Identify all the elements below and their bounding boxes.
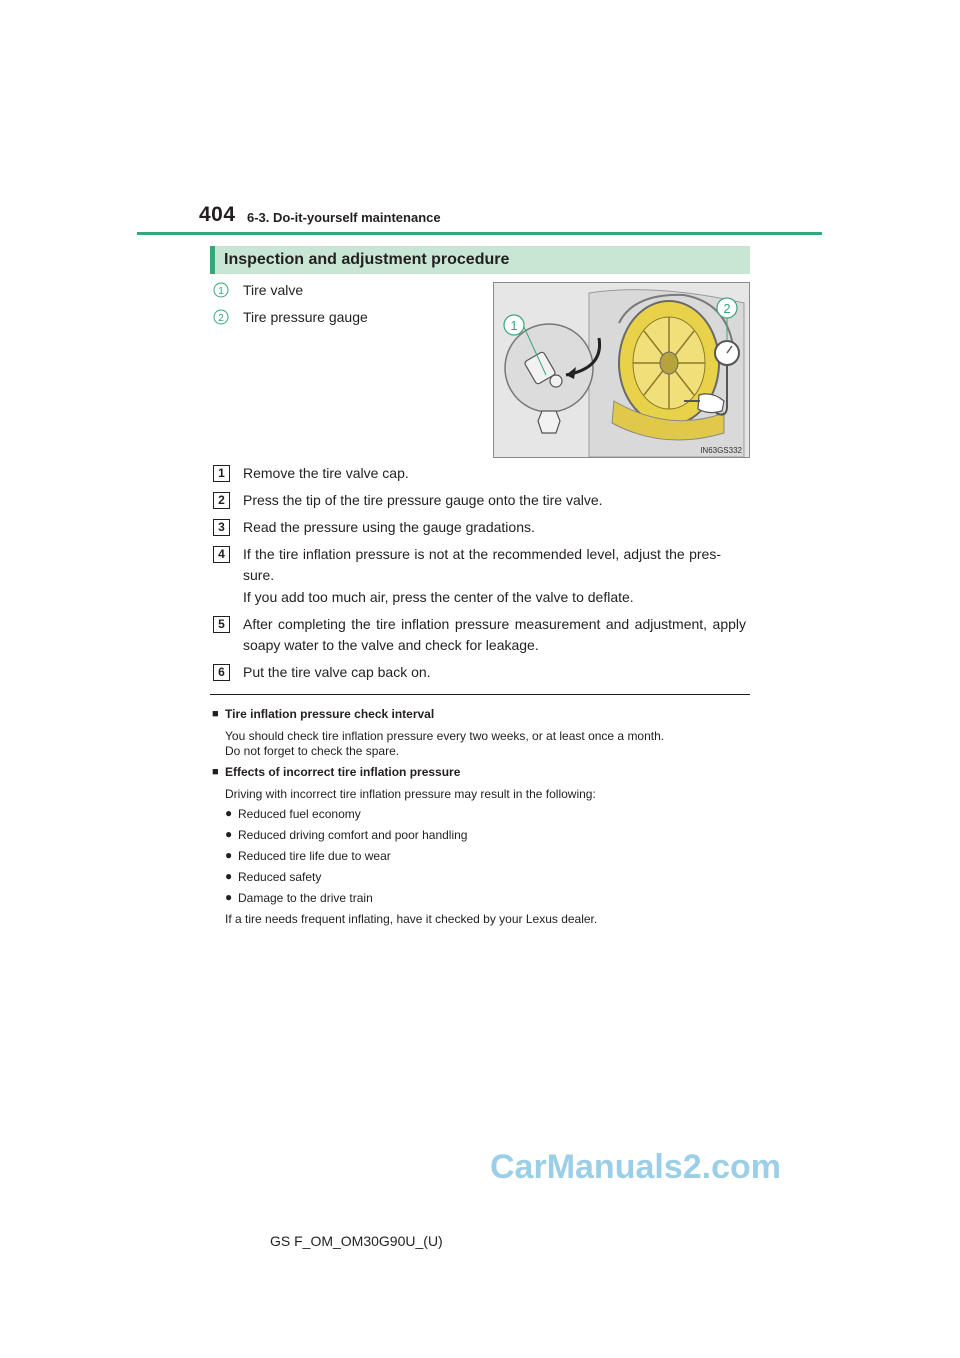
bullet-icon: ● (225, 848, 233, 862)
step-6-text: Put the tire valve cap back on. (243, 664, 431, 680)
interval-line-2: Do not forget to check the spare. (225, 744, 400, 758)
step-1-number: 1 (213, 465, 230, 482)
note-marker-icon: ■ (212, 708, 219, 720)
callout-2-label: Tire pressure gauge (243, 309, 368, 325)
illustration-marker-1: 1 (510, 318, 518, 333)
section-title: 6-3. Do-it-yourself maintenance (247, 210, 441, 225)
note-marker-icon: ■ (212, 766, 219, 778)
effects-intro: Driving with incorrect tire inflation pressure may result in the following: (225, 787, 596, 801)
heading-accent (210, 246, 215, 274)
page-number: 404 (199, 203, 236, 226)
tire-gauge-drawing (494, 283, 749, 457)
bullet-icon: ● (225, 806, 233, 820)
effect-item: Damage to the drive train (238, 891, 373, 905)
bullet-icon: ● (225, 827, 233, 841)
bullet-icon: ● (225, 890, 233, 904)
effect-item: Reduced driving comfort and poor handling (238, 828, 468, 842)
step-1-text: Remove the tire valve cap. (243, 465, 409, 481)
closing-text: If a tire needs frequent inflating, have it checked by your Lexus dealer. (225, 912, 598, 926)
notes-divider (210, 694, 750, 695)
step-4-text: If the tire inflation pressure is not at the recommended level, adjust the pres-sure. (243, 546, 721, 583)
illustration-code: IN63GS332 (700, 446, 742, 455)
step-6-number: 6 (213, 664, 230, 681)
effect-item: Reduced safety (238, 870, 322, 884)
svg-text:2: 2 (218, 313, 224, 324)
illustration-marker-2: 2 (723, 301, 731, 316)
step-2-number: 2 (213, 492, 230, 509)
bullet-icon: ● (225, 869, 233, 883)
watermark: CarManuals2.com (490, 1148, 781, 1186)
step-4-extra: If you add too much air, press the center of the valve to deflate. (243, 589, 634, 605)
step-3-text: Read the pressure using the gauge gradations. (243, 519, 535, 535)
callout-2-icon (213, 309, 229, 325)
step-5-number: 5 (213, 616, 230, 633)
step-4-number: 4 (213, 546, 230, 563)
effect-item: Reduced fuel economy (238, 807, 361, 821)
procedure-heading-title: Inspection and adjustment procedure (224, 251, 510, 268)
step-2-text: Press the tip of the tire pressure gauge onto the tire valve. (243, 492, 603, 508)
effects-title: Effects of incorrect tire inflation pressure (225, 765, 461, 779)
effect-item: Reduced tire life due to wear (238, 849, 391, 863)
footer-code: GS F_OM_OM30G90U_(U) (270, 1233, 443, 1249)
procedure-heading (210, 246, 750, 274)
callout-1-icon (213, 282, 229, 298)
interval-line-1: You should check tire inflation pressure every two weeks, or at least once a month. (225, 729, 665, 743)
step-5-text: After completing the tire inflation pressure measurement and adjustment, apply soapy water to the valve and check for leakage. (243, 616, 746, 653)
tire-pressure-illustration (493, 282, 750, 458)
callout-1-label: Tire valve (243, 282, 304, 298)
svg-text:1: 1 (218, 286, 224, 297)
header-rule (137, 232, 822, 235)
step-3-number: 3 (213, 519, 230, 536)
interval-title: Tire inflation pressure check interval (225, 707, 435, 721)
